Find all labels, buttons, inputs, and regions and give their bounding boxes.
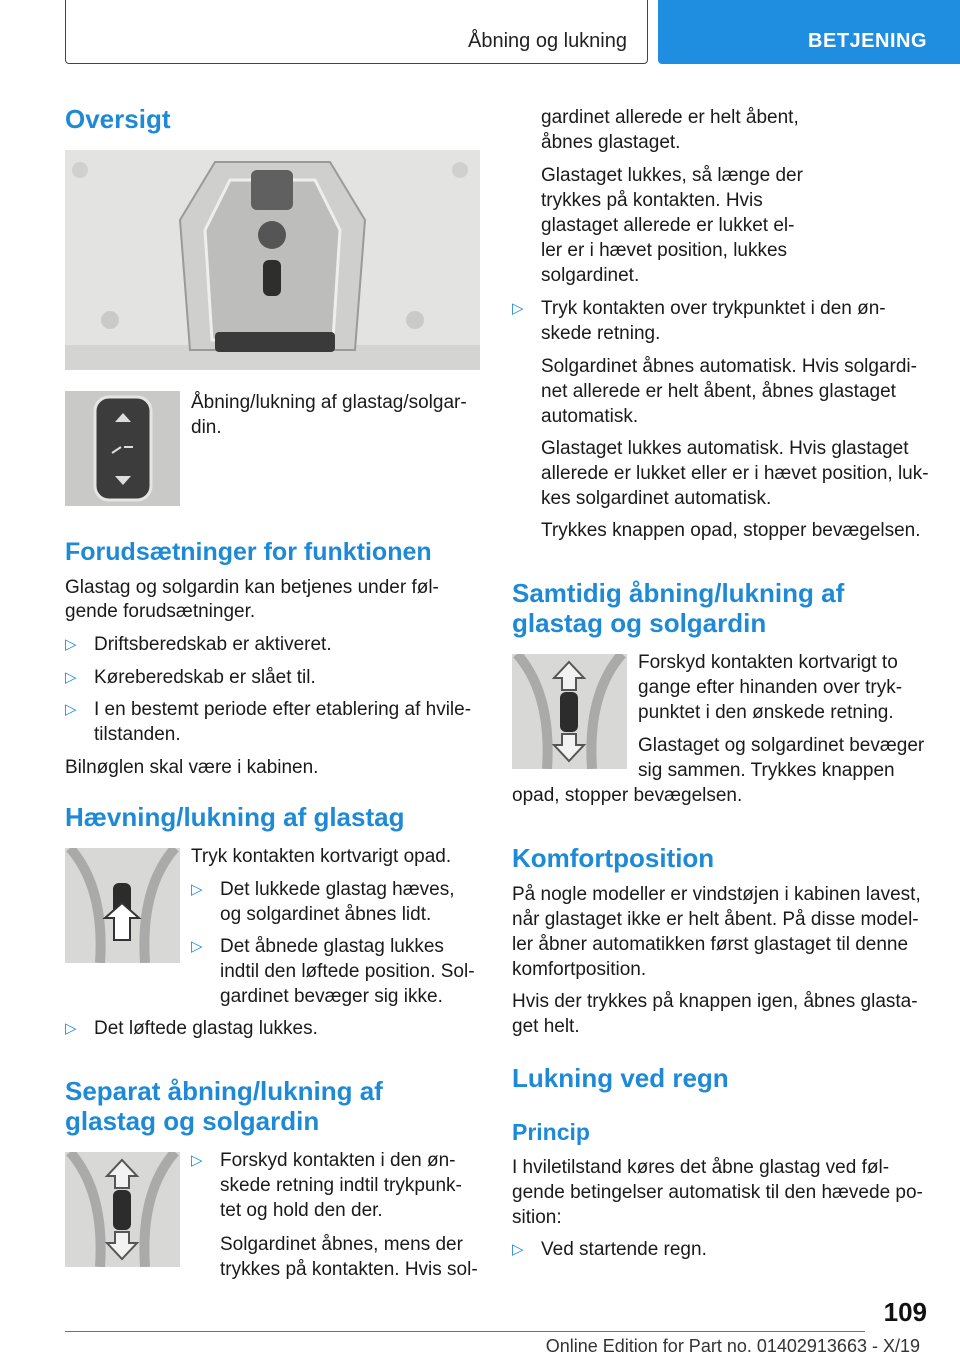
list-item-text: Tryk kontakten over trykpunktet i den øn-: [541, 298, 886, 319]
komfort-text: Hvis der trykkes på knappen igen, åbnes glasta-: [512, 991, 918, 1012]
overhead-console-image: [65, 150, 480, 370]
footer-edition: Online Edition for Part no. 01402913663 - X/19: [545, 1336, 920, 1356]
footer-divider: [65, 1331, 865, 1332]
bullet-triangle-icon: ▷: [191, 938, 203, 955]
right-text: Glastaget lukkes, så længe der: [541, 165, 803, 186]
samtidig-heading-2: glastag og solgardin: [512, 608, 767, 638]
princip-text: I hviletilstand køres det åbne glastag ved føl-: [512, 1157, 890, 1178]
list-item-text: skede retning.: [541, 323, 661, 344]
right-text: åbnes glastaget.: [541, 132, 681, 153]
princip-heading: Princip: [512, 1119, 590, 1145]
right-text: Glastaget lukkes automatisk. Hvis glastaget: [541, 438, 909, 459]
regn-heading: Lukning ved regn: [512, 1063, 729, 1093]
komfort-text: når glastaget ikke er helt åbent. På disse model-: [512, 909, 919, 930]
bullet-triangle-icon: ▷: [65, 669, 77, 686]
list-item-text: Driftsberedskab er aktiveret.: [94, 634, 332, 655]
page-number: 109: [883, 1297, 927, 1327]
samtidig-heading-1: Samtidig åbning/lukning af: [512, 578, 845, 608]
switch-closeup-image: [65, 391, 180, 506]
header-tab[interactable]: [658, 0, 960, 64]
komfort-text: ler åbner automatikken først glastaget til denne: [512, 934, 909, 955]
bullet-triangle-icon: ▷: [65, 636, 77, 653]
oversigt-heading: Oversigt: [65, 104, 171, 134]
caption-line-2: din.: [191, 417, 222, 438]
forud-text-1: Glastag og solgardin kan betjenes under føl-: [65, 577, 439, 598]
header-tab-label: BETJENING: [808, 30, 927, 52]
bullet-triangle-icon: ▷: [191, 1152, 203, 1169]
forudsaetninger-heading: Forudsætninger for funktionen: [65, 538, 432, 566]
haev-intro: Tryk kontakten kortvarigt opad.: [191, 846, 452, 867]
right-text: gardinet allerede er helt åbent,: [541, 107, 799, 128]
list-item-text: Forskyd kontakten i den øn-: [220, 1150, 456, 1171]
sam-text: Forskyd kontakten kortvarigt to: [638, 652, 898, 673]
bullet-triangle-icon: ▷: [65, 1020, 77, 1037]
right-text: Trykkes knappen opad, stopper bevægelsen.: [541, 520, 921, 541]
komfort-heading: Komfortposition: [512, 843, 715, 873]
sep-text-2: trykkes på kontakten. Hvis sol-: [220, 1259, 478, 1280]
list-item-text: og solgardinet åbnes lidt.: [220, 904, 432, 925]
sep-text-1: Solgardinet åbnes, mens der: [220, 1234, 463, 1255]
komfort-text: komfortposition.: [512, 959, 647, 980]
list-item-text: skede retning indtil trykpunk-: [220, 1175, 462, 1196]
right-text: trykkes på kontakten. Hvis: [541, 190, 763, 211]
bullet-triangle-icon: ▷: [191, 881, 203, 898]
right-text: glastaget allerede er lukket el-: [541, 215, 795, 236]
list-item-text: gardinet bevæger sig ikke.: [220, 986, 443, 1007]
switch-raise-image: [65, 848, 180, 963]
right-text: kes solgardinet automatisk.: [541, 488, 772, 509]
right-text: ler er i hævet position, lukkes: [541, 240, 788, 261]
header-box: [65, 0, 648, 64]
list-item-text: tet og hold den der.: [220, 1200, 383, 1221]
komfort-text: get helt.: [512, 1016, 580, 1037]
sam-text: Glastaget og solgardinet bevæger: [638, 735, 925, 756]
sam-text: sig sammen. Trykkes knappen: [638, 760, 895, 781]
bullet-triangle-icon: ▷: [65, 701, 77, 718]
sam-text: punktet i den ønskede retning.: [638, 702, 894, 723]
bilnoglen-text: Bilnøglen skal være i kabinen.: [65, 757, 319, 778]
list-item-text: I en bestemt periode efter etablering af hvile-: [94, 699, 472, 720]
separat-heading-1: Separat åbning/lukning af: [65, 1076, 383, 1106]
separat-heading-2: glastag og solgardin: [65, 1106, 320, 1136]
right-text: Solgardinet åbnes automatisk. Hvis solgardi-: [541, 356, 917, 377]
sam-text: opad, stopper bevægelsen.: [512, 785, 743, 806]
right-text: allerede er lukket eller er i hævet position, luk-: [541, 463, 929, 484]
switch-separate-image: [65, 1152, 180, 1267]
switch-simultaneous-image: [512, 654, 627, 769]
forud-text-2: gende forudsætninger.: [65, 601, 256, 622]
right-text: solgardinet.: [541, 265, 640, 286]
sam-text: gange efter hinanden over tryk-: [638, 677, 903, 698]
bullet-triangle-icon: ▷: [512, 300, 524, 317]
caption-line-1: Åbning/lukning af glastag/solgar-: [191, 392, 467, 413]
right-text: net allerede er helt åbent, åbnes glastaget: [541, 381, 896, 402]
header-section-title: Åbning og lukning: [467, 30, 627, 52]
princip-text: gende betingelser automatisk til den hævede po-: [512, 1182, 923, 1203]
bullet-triangle-icon: ▷: [512, 1241, 524, 1258]
list-item-text: Køreberedskab er slået til.: [94, 667, 316, 688]
right-text: automatisk.: [541, 406, 639, 427]
list-item-text: tilstanden.: [94, 724, 181, 745]
list-item-text: Det lukkede glastag hæves,: [220, 879, 455, 900]
list-item-text: Ved startende regn.: [541, 1239, 707, 1260]
list-item-text: indtil den løftede position. Sol-: [220, 961, 475, 982]
list-item-text: Det åbnede glastag lukkes: [220, 936, 444, 957]
list-item-text: Det løftede glastag lukkes.: [94, 1018, 318, 1039]
princip-text: sition:: [512, 1207, 562, 1228]
komfort-text: På nogle modeller er vindstøjen i kabinen lavest,: [512, 884, 921, 905]
haevning-heading: Hævning/lukning af glastag: [65, 802, 405, 832]
